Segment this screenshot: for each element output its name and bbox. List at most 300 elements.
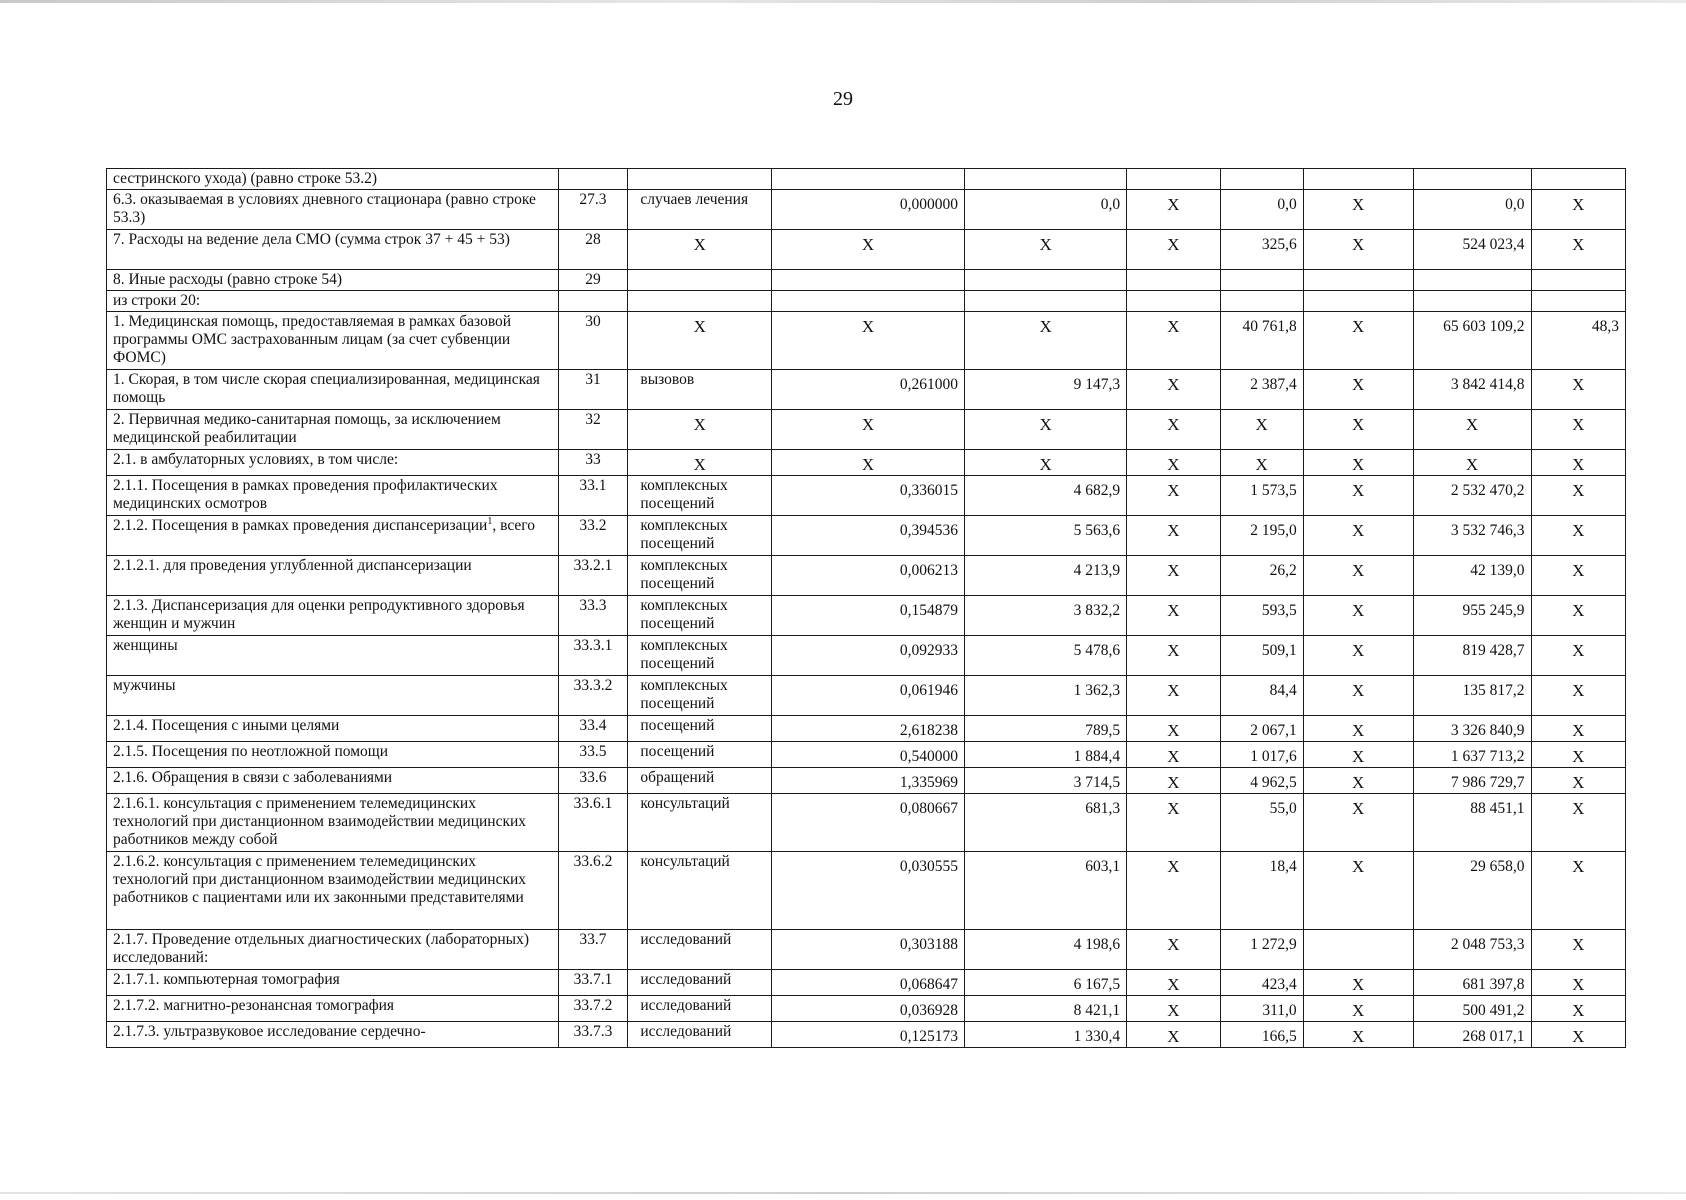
cell-value: Х bbox=[1167, 681, 1180, 700]
cell-value: 1 884,4 bbox=[1073, 748, 1121, 765]
cell-value: Х bbox=[1572, 481, 1585, 500]
cell-value: Х bbox=[1167, 235, 1180, 254]
value-cell-c5 bbox=[1303, 852, 1413, 930]
unit-cell bbox=[628, 636, 772, 676]
value-cell-c2 bbox=[965, 556, 1127, 596]
cell-value: 4 213,9 bbox=[1073, 562, 1121, 579]
cell-value: 1 330,4 bbox=[1073, 1028, 1121, 1045]
unit-cell bbox=[628, 410, 772, 450]
value-cell-c5 bbox=[1303, 794, 1413, 852]
row-name: 2.1.5. Посещения по неотложной помощи bbox=[113, 743, 389, 760]
table-row bbox=[107, 312, 1626, 370]
row-name-cell bbox=[107, 476, 559, 516]
cell-value: 0,0 bbox=[1277, 196, 1297, 213]
value-cell-c7 bbox=[1531, 768, 1625, 794]
value-cell-c4 bbox=[1220, 768, 1303, 794]
unit-cell bbox=[628, 716, 772, 742]
row-code-cell bbox=[558, 716, 628, 742]
value-cell-c3 bbox=[1127, 676, 1220, 716]
cell-value: Х bbox=[861, 415, 875, 434]
unit-cell bbox=[628, 768, 772, 794]
cell-value: 5 563,6 bbox=[1073, 522, 1121, 539]
value-cell-c1 bbox=[772, 596, 965, 636]
cell-value: 0,036928 bbox=[899, 1002, 959, 1019]
value-cell-c7 bbox=[1531, 516, 1625, 556]
cell-value: Х bbox=[1351, 975, 1365, 994]
value-cell-c1 bbox=[772, 291, 965, 312]
unit-label: Х bbox=[693, 455, 706, 474]
cell-value: 789,5 bbox=[1085, 722, 1121, 739]
row-code: 31 bbox=[585, 371, 601, 388]
row-name: 2.1.4. Посещения с иными целями bbox=[113, 717, 340, 734]
cell-value: Х bbox=[1167, 773, 1180, 792]
table-row bbox=[107, 768, 1626, 794]
unit-label: Х bbox=[693, 317, 706, 336]
table-row bbox=[107, 996, 1626, 1022]
value-cell-c7 bbox=[1531, 312, 1625, 370]
value-cell-c2 bbox=[965, 516, 1127, 556]
value-cell-c6 bbox=[1413, 794, 1531, 852]
cell-value: Х bbox=[1572, 195, 1585, 214]
unit-cell bbox=[628, 852, 772, 930]
value-cell-c2 bbox=[965, 370, 1127, 410]
row-name: 2.1.2. Посещения в рамках проведения диспансеризации bbox=[113, 517, 488, 534]
value-cell-c3 bbox=[1127, 794, 1220, 852]
unit-label: комплексных посещений bbox=[640, 517, 728, 552]
table-row bbox=[107, 716, 1626, 742]
row-name-cell bbox=[107, 930, 559, 970]
value-cell-c6 bbox=[1413, 768, 1531, 794]
value-cell-c5 bbox=[1303, 676, 1413, 716]
row-name-cell bbox=[107, 742, 559, 768]
value-cell-c5 bbox=[1303, 556, 1413, 596]
value-cell-c7 bbox=[1531, 169, 1625, 190]
value-cell-c6 bbox=[1413, 450, 1531, 476]
cell-value: Х bbox=[1167, 601, 1180, 620]
row-code-cell bbox=[558, 742, 628, 768]
unit-label: консультаций bbox=[640, 795, 730, 812]
value-cell-c4 bbox=[1220, 596, 1303, 636]
cell-value: Х bbox=[1351, 375, 1365, 394]
value-cell-c2 bbox=[965, 596, 1127, 636]
value-cell-c6 bbox=[1413, 410, 1531, 450]
cell-value: Х bbox=[1039, 415, 1052, 434]
row-code: 33.5 bbox=[579, 743, 607, 760]
cell-value: Х bbox=[1572, 747, 1585, 766]
cell-value: Х bbox=[1572, 681, 1585, 700]
row-name-cell bbox=[107, 636, 559, 676]
cell-value: Х bbox=[1351, 1027, 1365, 1046]
value-cell-c4 bbox=[1220, 1022, 1303, 1048]
cell-value: 5 478,6 bbox=[1073, 642, 1121, 659]
cell-value: 2 048 753,3 bbox=[1450, 936, 1525, 953]
value-cell-c5 bbox=[1303, 291, 1413, 312]
value-cell-c5 bbox=[1303, 190, 1413, 230]
value-cell-c1 bbox=[772, 169, 965, 190]
cell-value: Х bbox=[1167, 799, 1180, 818]
value-cell-c5 bbox=[1303, 410, 1413, 450]
unit-label: исследований bbox=[640, 971, 732, 988]
row-name: 2.1.7.2. магнитно-резонансная томография bbox=[113, 997, 395, 1014]
value-cell-c5 bbox=[1303, 596, 1413, 636]
cell-value: Х bbox=[1351, 521, 1365, 540]
unit-cell bbox=[628, 970, 772, 996]
value-cell-c4 bbox=[1220, 716, 1303, 742]
value-cell-c3 bbox=[1127, 556, 1220, 596]
table-row bbox=[107, 596, 1626, 636]
value-cell-c7 bbox=[1531, 930, 1625, 970]
row-code-cell bbox=[558, 190, 628, 230]
value-cell-c7 bbox=[1531, 190, 1625, 230]
cell-value: 500 491,2 bbox=[1462, 1002, 1525, 1019]
cell-value: Х bbox=[861, 235, 875, 254]
cell-value: 819 428,7 bbox=[1462, 642, 1525, 659]
cell-value: 65 603 109,2 bbox=[1443, 318, 1525, 335]
cell-value: 3 714,5 bbox=[1073, 774, 1121, 791]
value-cell-c2 bbox=[965, 794, 1127, 852]
value-cell-c7 bbox=[1531, 716, 1625, 742]
value-cell-c2 bbox=[965, 742, 1127, 768]
row-name: 2.1.2.1. для проведения углубленной диспансеризации bbox=[113, 557, 472, 574]
value-cell-c3 bbox=[1127, 169, 1220, 190]
cell-value: Х bbox=[1351, 681, 1365, 700]
cell-value: 26,2 bbox=[1269, 562, 1297, 579]
row-code-cell bbox=[558, 312, 628, 370]
unit-label: комплексных посещений bbox=[640, 637, 728, 672]
cell-value: 2 195,0 bbox=[1250, 522, 1297, 539]
row-code-cell bbox=[558, 476, 628, 516]
unit-cell bbox=[628, 169, 772, 190]
value-cell-c6 bbox=[1413, 996, 1531, 1022]
value-cell-c4 bbox=[1220, 190, 1303, 230]
cell-value: Х bbox=[1167, 375, 1180, 394]
row-code-cell bbox=[558, 596, 628, 636]
unit-cell bbox=[628, 291, 772, 312]
value-cell-c3 bbox=[1127, 410, 1220, 450]
value-cell-c6 bbox=[1413, 556, 1531, 596]
row-name-cell bbox=[107, 676, 559, 716]
cell-value: Х bbox=[1572, 235, 1585, 254]
row-name-cell bbox=[107, 970, 559, 996]
value-cell-c4 bbox=[1220, 169, 1303, 190]
value-cell-c7 bbox=[1531, 636, 1625, 676]
cell-value: 311,0 bbox=[1262, 1002, 1297, 1019]
unit-label: Х bbox=[693, 235, 706, 254]
row-code: 33.7.2 bbox=[573, 997, 613, 1014]
cell-value: Х bbox=[1572, 375, 1585, 394]
value-cell-c3 bbox=[1127, 312, 1220, 370]
cell-value: 268 017,1 bbox=[1462, 1028, 1525, 1045]
row-code-cell bbox=[558, 996, 628, 1022]
value-cell-c6 bbox=[1413, 716, 1531, 742]
row-code: 33.2 bbox=[579, 517, 607, 534]
value-cell-c2 bbox=[965, 190, 1127, 230]
value-cell-c1 bbox=[772, 970, 965, 996]
value-cell-c4 bbox=[1220, 556, 1303, 596]
value-cell-c1 bbox=[772, 794, 965, 852]
value-cell-c3 bbox=[1127, 852, 1220, 930]
cell-value: 29 658,0 bbox=[1470, 858, 1525, 875]
value-cell-c1 bbox=[772, 370, 965, 410]
value-cell-c7 bbox=[1531, 742, 1625, 768]
unit-cell bbox=[628, 370, 772, 410]
table-row bbox=[107, 556, 1626, 596]
value-cell-c3 bbox=[1127, 270, 1220, 291]
cell-value: Х bbox=[1351, 799, 1365, 818]
value-cell-c1 bbox=[772, 556, 965, 596]
row-code: 32 bbox=[585, 411, 601, 428]
cell-value: Х bbox=[1039, 317, 1052, 336]
cell-value: 0,0 bbox=[1100, 196, 1121, 213]
cell-value: 1 573,5 bbox=[1250, 482, 1297, 499]
cell-value: 509,1 bbox=[1261, 642, 1297, 659]
cell-value: Х bbox=[1351, 601, 1365, 620]
cell-value: 603,1 bbox=[1085, 858, 1121, 875]
cell-value: 0,154879 bbox=[899, 602, 959, 619]
cell-value: 7 986 729,7 bbox=[1450, 774, 1525, 791]
cell-value: 0,303188 bbox=[899, 936, 959, 953]
cell-value: 2,618238 bbox=[899, 722, 959, 739]
cell-value: Х bbox=[1351, 747, 1365, 766]
row-code: 33 bbox=[585, 451, 601, 468]
value-cell-c4 bbox=[1220, 636, 1303, 676]
row-code-cell bbox=[558, 970, 628, 996]
table-row bbox=[107, 410, 1626, 450]
cell-value: 0,080667 bbox=[899, 800, 959, 817]
value-cell-c3 bbox=[1127, 291, 1220, 312]
row-code-cell bbox=[558, 676, 628, 716]
value-cell-c7 bbox=[1531, 450, 1625, 476]
cell-value: Х bbox=[1039, 455, 1052, 474]
value-cell-c6 bbox=[1413, 970, 1531, 996]
row-code-cell bbox=[558, 370, 628, 410]
cell-value: Х bbox=[1167, 195, 1180, 214]
table-row bbox=[107, 230, 1626, 270]
value-cell-c3 bbox=[1127, 636, 1220, 676]
row-name: мужчины bbox=[113, 677, 176, 694]
row-name-cell bbox=[107, 996, 559, 1022]
value-cell-c3 bbox=[1127, 716, 1220, 742]
value-cell-c3 bbox=[1127, 190, 1220, 230]
value-cell-c3 bbox=[1127, 230, 1220, 270]
table-row bbox=[107, 516, 1626, 556]
cell-value: 3 532 746,3 bbox=[1450, 522, 1525, 539]
value-cell-c1 bbox=[772, 1022, 965, 1048]
cell-value: Х bbox=[1572, 935, 1585, 954]
cell-value: Х bbox=[1572, 521, 1585, 540]
unit-cell bbox=[628, 190, 772, 230]
row-code-cell bbox=[558, 768, 628, 794]
value-cell-c3 bbox=[1127, 742, 1220, 768]
cell-value: Х bbox=[1167, 975, 1180, 994]
table-row bbox=[107, 270, 1626, 291]
cell-value: Х bbox=[1351, 561, 1365, 580]
unit-cell bbox=[628, 1022, 772, 1048]
unit-label: исследований bbox=[640, 931, 732, 948]
cell-value: Х bbox=[1351, 857, 1365, 876]
value-cell-c6 bbox=[1413, 930, 1531, 970]
value-cell-c2 bbox=[965, 996, 1127, 1022]
value-cell-c5 bbox=[1303, 636, 1413, 676]
unit-label: исследований bbox=[640, 997, 732, 1014]
value-cell-c3 bbox=[1127, 476, 1220, 516]
cell-value: Х bbox=[1351, 721, 1365, 740]
cell-value: Х bbox=[1572, 561, 1585, 580]
unit-cell bbox=[628, 742, 772, 768]
value-cell-c6 bbox=[1413, 516, 1531, 556]
cell-value: 2 067,1 bbox=[1250, 722, 1297, 739]
cell-value: 0,006213 bbox=[899, 562, 959, 579]
unit-cell bbox=[628, 996, 772, 1022]
cell-value: 423,4 bbox=[1261, 976, 1297, 993]
value-cell-c4 bbox=[1220, 852, 1303, 930]
unit-cell bbox=[628, 794, 772, 852]
cell-value: Х bbox=[1039, 235, 1052, 254]
value-cell-c1 bbox=[772, 476, 965, 516]
row-code-cell bbox=[558, 516, 628, 556]
value-cell-c6 bbox=[1413, 230, 1531, 270]
unit-label: Х bbox=[693, 415, 706, 434]
cell-value: Х bbox=[1167, 561, 1180, 580]
row-code: 33.4 bbox=[579, 717, 607, 734]
row-code: 28 bbox=[585, 231, 601, 248]
value-cell-c1 bbox=[772, 930, 965, 970]
row-name: 7. Расходы на ведение дела СМО (сумма строк 37 + 45 + 53) bbox=[113, 231, 510, 248]
cell-value: Х bbox=[1351, 235, 1365, 254]
financing-table bbox=[106, 168, 1626, 1048]
table-row bbox=[107, 852, 1626, 930]
unit-label: посещений bbox=[640, 717, 715, 734]
value-cell-c2 bbox=[965, 676, 1127, 716]
row-name: 2.1.7.3. ультразвуковое исследование сердечно- bbox=[113, 1023, 426, 1040]
cell-value: Х bbox=[1351, 481, 1365, 500]
value-cell-c2 bbox=[965, 930, 1127, 970]
cell-value: Х bbox=[1167, 935, 1180, 954]
value-cell-c2 bbox=[965, 768, 1127, 794]
value-cell-c1 bbox=[772, 676, 965, 716]
row-name: 2.1. в амбулаторных условиях, в том числе: bbox=[113, 451, 399, 468]
row-code-cell bbox=[558, 230, 628, 270]
value-cell-c5 bbox=[1303, 768, 1413, 794]
row-code: 29 bbox=[585, 271, 601, 288]
value-cell-c6 bbox=[1413, 169, 1531, 190]
value-cell-c2 bbox=[965, 716, 1127, 742]
cell-value: Х bbox=[1351, 415, 1365, 434]
cell-value: 1 272,9 bbox=[1250, 936, 1297, 953]
row-name-cell bbox=[107, 370, 559, 410]
row-name-cell bbox=[107, 169, 559, 190]
cell-value: 325,6 bbox=[1261, 236, 1297, 253]
unit-cell bbox=[628, 312, 772, 370]
unit-cell bbox=[628, 930, 772, 970]
cell-value: 0,394536 bbox=[899, 522, 959, 539]
value-cell-c2 bbox=[965, 270, 1127, 291]
value-cell-c2 bbox=[965, 410, 1127, 450]
cell-value: Х bbox=[1572, 1001, 1585, 1020]
value-cell-c6 bbox=[1413, 291, 1531, 312]
value-cell-c7 bbox=[1531, 996, 1625, 1022]
unit-cell bbox=[628, 596, 772, 636]
cell-value: 0,0 bbox=[1505, 196, 1525, 213]
row-name: женщины bbox=[113, 637, 178, 654]
row-name-cell bbox=[107, 410, 559, 450]
cell-value: Х bbox=[1167, 641, 1180, 660]
cell-value: Х bbox=[1167, 721, 1180, 740]
value-cell-c4 bbox=[1220, 794, 1303, 852]
row-name-cell bbox=[107, 768, 559, 794]
row-name-cell bbox=[107, 794, 559, 852]
value-cell-c2 bbox=[965, 476, 1127, 516]
value-cell-c4 bbox=[1220, 270, 1303, 291]
row-name: 2.1.1. Посещения в рамках проведения профилактических медицинских осмотров bbox=[113, 477, 498, 512]
cell-value: 1 362,3 bbox=[1073, 682, 1121, 699]
cell-value: 40 761,8 bbox=[1242, 318, 1297, 335]
value-cell-c1 bbox=[772, 270, 965, 291]
row-name: 2.1.6. Обращения в связи с заболеваниями bbox=[113, 769, 393, 786]
value-cell-c4 bbox=[1220, 516, 1303, 556]
row-code: 33.2.1 bbox=[573, 557, 613, 574]
row-name-cell bbox=[107, 596, 559, 636]
value-cell-c1 bbox=[772, 410, 965, 450]
table-row bbox=[107, 476, 1626, 516]
value-cell-c3 bbox=[1127, 1022, 1220, 1048]
row-name-tail: , всего bbox=[492, 517, 535, 534]
value-cell-c5 bbox=[1303, 970, 1413, 996]
cell-value: Х bbox=[1351, 195, 1365, 214]
page-number: 29 bbox=[833, 88, 853, 110]
cell-value: 166,5 bbox=[1261, 1028, 1297, 1045]
unit-cell bbox=[628, 516, 772, 556]
cell-value: Х bbox=[1572, 857, 1585, 876]
cell-value: 681,3 bbox=[1085, 800, 1121, 817]
unit-label: обращений bbox=[640, 769, 715, 786]
value-cell-c2 bbox=[965, 230, 1127, 270]
row-name: 2.1.6.2. консультация с применением телемедицинских технологий при дистанционном взаимодействии медицинских работников с пациентами или их законными представителями bbox=[113, 853, 527, 906]
cell-value: 4 962,5 bbox=[1250, 774, 1297, 791]
row-name: 2. Первичная медико-санитарная помощь, за исключением медицинской реабилитации bbox=[113, 411, 501, 446]
cell-value: 84,4 bbox=[1269, 682, 1297, 699]
cell-value: 593,5 bbox=[1261, 602, 1297, 619]
value-cell-c7 bbox=[1531, 556, 1625, 596]
value-cell-c7 bbox=[1531, 676, 1625, 716]
row-name-cell bbox=[107, 270, 559, 291]
value-cell-c5 bbox=[1303, 312, 1413, 370]
row-code-cell bbox=[558, 794, 628, 852]
cell-value: 1,335969 bbox=[899, 774, 959, 791]
unit-cell bbox=[628, 476, 772, 516]
table-row bbox=[107, 794, 1626, 852]
value-cell-c3 bbox=[1127, 970, 1220, 996]
value-cell-c2 bbox=[965, 450, 1127, 476]
value-cell-c3 bbox=[1127, 516, 1220, 556]
row-name: 2.1.6.1. консультация с применением телемедицинских технологий при дистанционном взаимодействии медицинских работников между собой bbox=[113, 795, 527, 848]
row-name-cell bbox=[107, 516, 559, 556]
unit-label: вызовов bbox=[640, 371, 695, 388]
value-cell-c5 bbox=[1303, 270, 1413, 291]
value-cell-c5 bbox=[1303, 742, 1413, 768]
row-code: 30 bbox=[585, 313, 601, 330]
cell-value: Х bbox=[1167, 455, 1180, 474]
row-code: 33.7.1 bbox=[573, 971, 613, 988]
cell-value: 2 532 470,2 bbox=[1450, 482, 1525, 499]
table-row bbox=[107, 450, 1626, 476]
row-code-cell bbox=[558, 636, 628, 676]
row-name: 6.3. оказываемая в условиях дневного стационара (равно строке 53.3) bbox=[113, 191, 536, 226]
unit-cell bbox=[628, 230, 772, 270]
value-cell-c2 bbox=[965, 312, 1127, 370]
value-cell-c4 bbox=[1220, 370, 1303, 410]
scan-top-edge bbox=[0, 0, 1686, 3]
